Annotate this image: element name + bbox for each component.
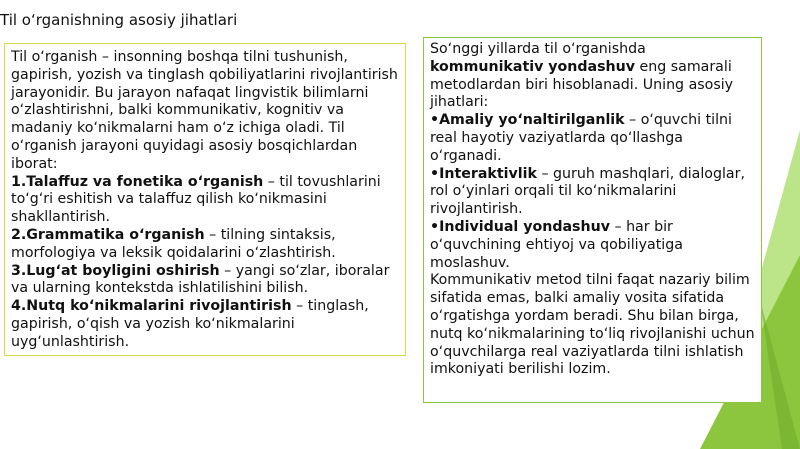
right-intro-highlight: kommunikativ yondashuv bbox=[430, 58, 635, 75]
right-intro-end: eng samarali metodlardan biri hisoblanadi. Uning asosiy jihatlari: bbox=[430, 58, 734, 111]
stage-title: 1.Talaffuz va fonetika o‘rganish bbox=[11, 173, 264, 190]
stage-text: – tilning sintaksis, morfologiya va leksik qoidalarini o‘zlashtirish. bbox=[11, 226, 336, 261]
right-intro-start: So‘nggi yillarda til o‘rganishda bbox=[430, 41, 646, 57]
stage-title: 3.Lug‘at boyligini oshirish bbox=[11, 262, 220, 279]
stage-item bbox=[11, 263, 399, 299]
right-conclusion: Kommunikativ metod tilni faqat nazariy bilim sifatida emas, balki amaliy vosita sifatida o‘rgatishga yordam beradi. Shu bilan birga, nutq ko‘nikmalarining to‘liq rivojlanishi uchun o‘quvchilarga real vaziyatlarda tilni ishlatish imkoniyati berilishi lozim. bbox=[430, 272, 755, 378]
stage-title: 4.Nutq ko‘nikmalarini rivojlantirish bbox=[11, 298, 292, 315]
stage-item bbox=[11, 227, 399, 263]
bullet-icon: • bbox=[430, 112, 440, 129]
right-content-box bbox=[423, 37, 762, 403]
left-content-box bbox=[4, 43, 406, 356]
stage-item bbox=[11, 174, 399, 227]
aspect-item bbox=[430, 166, 757, 219]
aspect-text: – guruh mashqlari, dialoglar, rol o‘yinlari orqali til ko‘nikmalarini rivojlantirish. bbox=[430, 165, 745, 218]
stage-text: – tinglash, gapirish, o‘qish va yozish ko‘nikmalarini uyg‘unlashtirish. bbox=[11, 298, 369, 350]
stage-item bbox=[11, 298, 399, 351]
aspect-text: – o‘quvchi tilni real hayotiy vaziyatlarda qo‘llashga o‘rganadi. bbox=[430, 112, 732, 164]
aspect-title: Interaktivlik bbox=[439, 165, 537, 182]
aspect-item bbox=[430, 219, 757, 272]
aspect-title: Amaliy yo‘naltirilganlik bbox=[439, 112, 625, 129]
right-intro bbox=[430, 41, 757, 112]
aspect-title: Individual yondashuv bbox=[439, 218, 610, 235]
stage-text: – til tovushlarini to‘g‘ri eshitish va talaffuz qilish ko‘nikmasini shakllantirish. bbox=[11, 173, 381, 226]
left-intro: Til o‘rganish – insonning boshqa tilni tushunish, gapirish, yozish va tinglash qobiliyatlarini rivojlantirish jarayonidir. Bu jarayon nafaqat lingvistik bilimlarni o‘zlashtirishni, balki kommunikativ, kognitiv va madaniy ko‘nikmalarni ham o‘z ichiga oladi. Til o‘rganish jarayoni quyidagi asosiy bosqichlardan iborat: bbox=[11, 49, 398, 172]
bullet-icon: • bbox=[430, 218, 440, 235]
aspect-text: – har bir o‘quvchining ehtiyoj va qobiliyatiga moslashuv. bbox=[430, 218, 683, 271]
slide-title: Til o‘rganishning asosiy jihatlari bbox=[0, 11, 238, 29]
stage-title: 2.Grammatika o‘rganish bbox=[11, 226, 205, 243]
stage-text: – yangi so‘zlar, iboralar va ularning kontekstda ishlatilishini bilish. bbox=[11, 262, 390, 297]
bullet-icon: • bbox=[430, 165, 440, 182]
aspect-item bbox=[430, 112, 757, 165]
